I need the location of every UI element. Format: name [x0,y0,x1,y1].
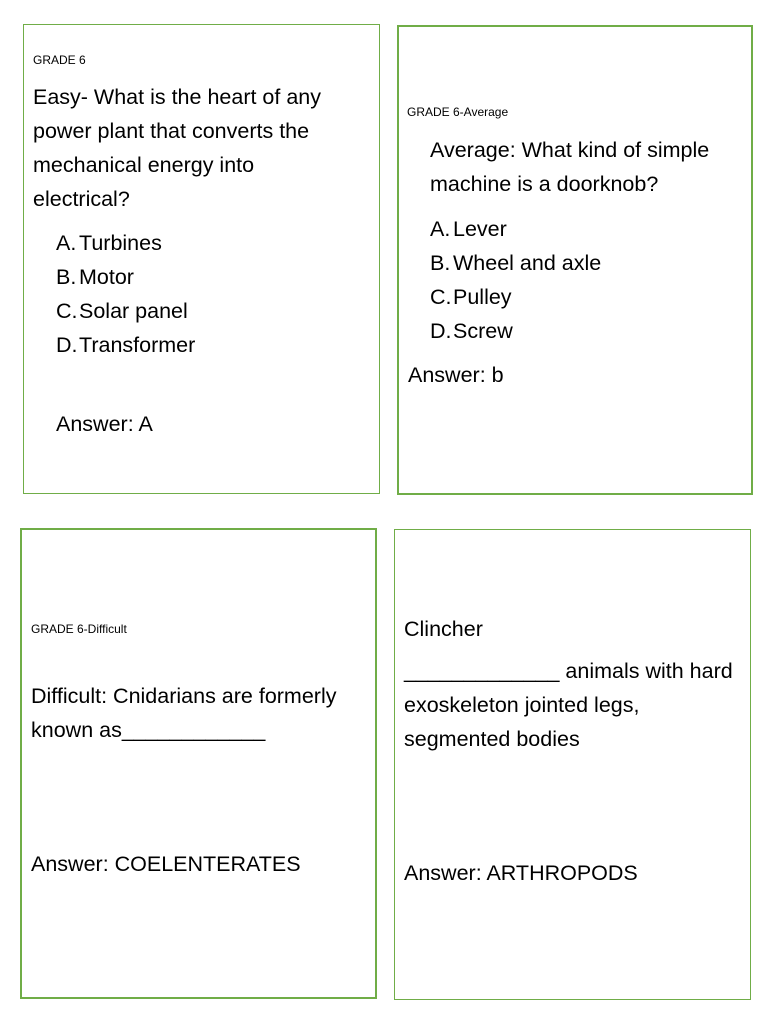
answer-text: Answer: COELENTERATES [31,852,301,876]
question-text: _____________ animals with hard exoskeleton jointed legs, segmented bodies [404,659,733,751]
question-card-clincher [394,529,751,1000]
question-card-difficult [20,528,377,999]
card-title: Clincher [404,617,483,641]
option-a: A. Turbines [56,231,162,255]
answer-options [430,212,601,348]
question-card-average [397,25,753,495]
answer-text: Answer: ARTHROPODS [404,861,638,885]
option-d: D.Screw [430,319,513,343]
grade-label: GRADE 6 [33,53,86,67]
option-b: B. Wheel and axle [430,251,602,275]
option-b: B. Motor [56,265,134,289]
option-a: A. Lever [430,217,507,241]
question-text: Easy- What is the heart of any power plant that converts the mechanical energy into electrical? [33,85,321,211]
option-d: D.Transformer [56,333,196,357]
question-text: Difficult: Cnidarians are formerly known as____________ [31,684,337,742]
option-c: C.Pulley [430,285,512,309]
grade-label: GRADE 6-Average [407,105,509,119]
question-card-easy [23,24,380,494]
option-c: C.Solar panel [56,299,188,323]
answer-text: Answer: b [408,363,504,387]
question-text: Average: What kind of simple machine is a doorknob? [430,138,710,196]
grade-label: GRADE 6-Difficult [31,622,127,636]
answer-options [56,226,195,362]
answer-text: Answer: A [56,412,153,436]
